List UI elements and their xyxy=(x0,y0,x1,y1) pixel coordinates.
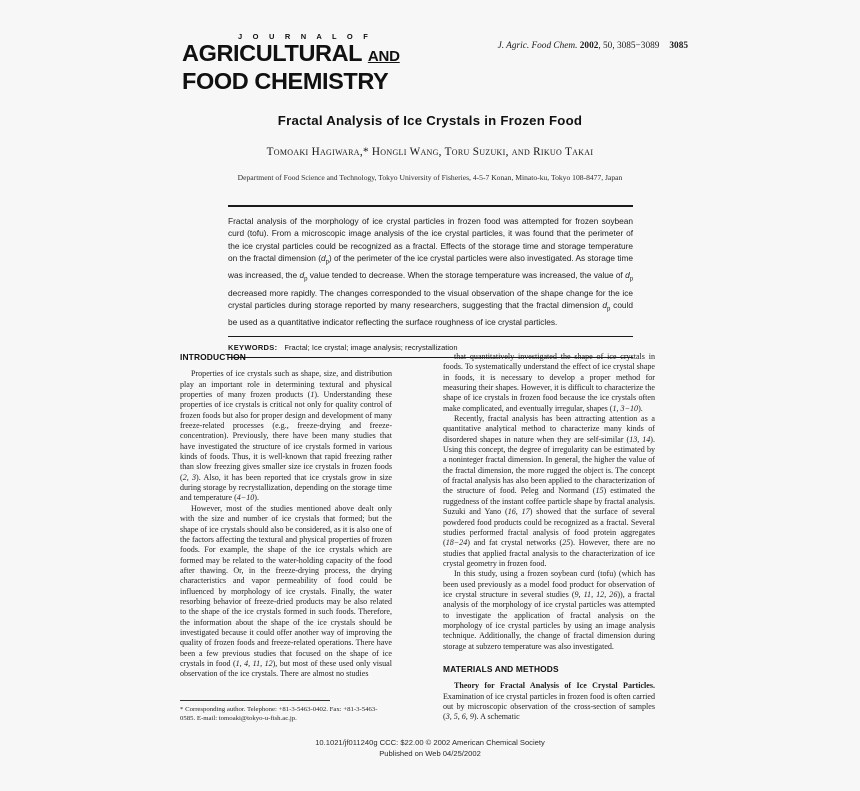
published-on-web-line: Published on Web 04/25/2002 xyxy=(379,748,481,758)
abstract-seg-4: decreased more rapidly. The changes corresponded to the visual observation of the shape change for the ice crystal particles during storage reported by many researchers, suggesting that the fractal dimension xyxy=(228,287,633,311)
methods-paragraph-1 xyxy=(443,681,655,722)
right-p1-seg-a: that quantitatively investigated the shape of ice crystals in foods. To systematically understand the effect of ice crystal shape in foods, it is necessary to develop a proper method for measuring their shapes. However, it is difficult to characterize the shape of ice crystals in frozen food because the ice crystals often make complicated, and eventually irregular, shapes ( xyxy=(443,352,655,413)
intro-paragraph-2 xyxy=(180,504,392,680)
right-p2-seg-d: ) showed that the surface of several powdered food products could be recognized as a fractal. Several studies performed fractal analysis of food protein aggregates ( xyxy=(443,507,655,548)
journal-masthead xyxy=(182,32,412,93)
publication-colophon xyxy=(150,738,710,759)
intro-p1-seg-b: ). Understanding these properties of ice crystals is critical not only for quality control of frozen foods but also for proper design and development of many freeze-related processes (e.g., freeze-drying and freeze-concentration). Previously, there have been many studies that have investigated the structure of ice crystals formed in various kinds of foods. Thus, it is well-known that rapid freezing rather than slow freezing gives smaller size ice crystals in frozen foods ( xyxy=(180,390,392,482)
author-list: Tomoaki Hagiwara,* Hongli Wang, Toru Suzuki, and Rikuo Takai xyxy=(266,146,594,158)
abstract-symbol-dp-3: d xyxy=(625,270,630,281)
right-p2-ref-5: 25 xyxy=(562,538,571,548)
abstract-block xyxy=(228,205,633,358)
citation-pages: , 3085−3089 xyxy=(612,41,660,51)
abstract-seg-3: value tended to decrease. When the storage temperature was increased, the value of xyxy=(307,270,626,281)
intro-paragraph-1 xyxy=(180,369,392,503)
right-p2-ref-1: 13, 14 xyxy=(629,434,651,444)
folio-page-number: 3085 xyxy=(669,41,688,51)
abstract-symbol-dp-4: d xyxy=(602,300,607,311)
keywords-label: KEYWORDS: xyxy=(228,342,278,352)
methods-ref-1: 3, 5, 6, 9 xyxy=(445,712,474,722)
right-p3-seg-b: )), a fractal analysis of the morphology of ice crystal particles was attempted to investigate the application of fractal analysis on the morphology of ice crystal particles by using an image analysis technique. Additionally, the change of fractal dimension during storage at subzero temperature was also investigated. xyxy=(443,589,655,651)
abstract-symbol-dp-4-sub: p xyxy=(606,306,611,313)
abstract-symbol-dp-1: d xyxy=(320,253,326,264)
abstract-seg-2: ) of the perimeter of the ice crystal particles were also investigated. As storage time was increased, the xyxy=(228,253,633,281)
abstract-symbol-dp-3-sub: p xyxy=(629,277,633,284)
right-p1-ref-1: 1, 3−10 xyxy=(612,403,639,413)
journal-abbrev: J. Agric. Food Chem. xyxy=(497,41,578,51)
abstract-symbol-dp-1-sub: p xyxy=(325,260,329,267)
methods-seg-b: ). A schematic xyxy=(473,712,520,722)
right-p2-ref-2: 15 xyxy=(595,486,604,496)
author-affiliation: Department of Food Science and Technology, Tokyo University of Fisheries, 4-5-7 Konan, Minato-ku, Tokyo 108-8477, Japan xyxy=(237,173,623,182)
section-heading-introduction: INTRODUCTION xyxy=(180,352,247,362)
body-column-left xyxy=(180,352,392,680)
methods-seg-a: Examination of ice crystal particles in frozen food is often carried out by microscopic observation of the cross-section of samples ( xyxy=(443,691,655,722)
right-p1-seg-b: ). xyxy=(638,403,643,413)
right-p2-seg-c: ) estimated the ruggedness of the instant coffee particle shape by fractal analysis. Suzuki and Yano ( xyxy=(443,486,655,517)
right-p2-ref-3: 16, 17 xyxy=(507,507,530,517)
doi-and-copyright-line: 10.1021/jf011240g CCC: $22.00 © 2002 American Chemical Society xyxy=(315,738,545,747)
intro-p1-seg-a: Properties of ice crystals such as shape, size, and distribution play an important role in determining textural and physical properties of many frozen products ( xyxy=(180,369,392,400)
abstract-seg-5: could be used as a quantitative indicator reflecting the surface roughness of ice crystal particles. xyxy=(228,300,633,328)
intro-p2-ref-1: 1, 4, 11, 12 xyxy=(235,658,273,668)
intro-p1-ref-2: 2, 3 xyxy=(182,472,197,482)
citation-volume: , 50 xyxy=(598,41,613,51)
journal-logo-line-2: FOOD CHEMISTRY xyxy=(182,68,389,94)
right-paragraph-3 xyxy=(443,569,655,652)
abstract-symbol-dp-2-sub: p xyxy=(304,277,308,284)
corresponding-author-footnote: * Corresponding author. Telephone: +81-3-5463-0402. Fax: +81-3-5463-0585. E-mail: tomoaki@tokyo-u-fish.ac.jp. xyxy=(180,706,378,722)
article-sheet xyxy=(150,0,710,791)
right-p2-ref-4: 18−24 xyxy=(445,538,468,548)
article-title: Fractal Analysis of Ice Crystals in Frozen Food xyxy=(277,113,583,128)
body-column-right xyxy=(443,352,655,723)
intro-p2-seg-a: However, most of the studies mentioned above dealt only with the size and number of ice crystals that formed; but the shape of ice crystals should also be considered, as it is also one of the factors affecting the textural and physical properties of frozen foods. For example, the shape of the ice crystals which are formed may be related to the water-holding capacity of the food after thawing. Or, in the freeze-drying process, the drying characteristics and vapor permeability of food could be influenced by morphology of ice crystals. Finally, the water resorbing behavior of freeze-dried products may be also related to the shape of the ice crystals formed in such foods. Therefore, the information about the shape of the ice crystals should be investigated because it could offer another way of improving the quality of frozen foods and freeze-related operations. There have been a few previous studies that focused on the shape of ice crystals in food ( xyxy=(180,503,392,668)
abstract-seg-1: Fractal analysis of the morphology of ice crystal particles in frozen food was attempted for frozen soybean curd (tofu). From a microscopic image analysis of the ice crystal particles, it was found that the perimeter of the ice crystal particles could be recognized as a fractal. Effects of the storage time and storage temperature on the fractal dimension ( xyxy=(228,216,633,264)
right-paragraph-2 xyxy=(443,414,655,569)
abstract-text xyxy=(228,207,633,336)
right-p3-seg-a: In this study, using a frozen soybean curd (tofu) (which has been used previously as a model food product for observation of ice crystal structure in several studies ( xyxy=(443,569,655,599)
abstract-symbol-dp-2: d xyxy=(299,270,305,281)
citation-year: 2002 xyxy=(579,41,599,51)
right-p2-seg-a: Recently, fractal analysis has been attracting attention as a quantitative analytical method to characterize many kinds of disordered shapes in nature when they are self-similar ( xyxy=(443,414,655,444)
intro-p1-ref-1: 1 xyxy=(310,390,315,400)
keywords-values: Fractal; Ice crystal; image analysis; recrystallization xyxy=(284,342,458,352)
right-p2-seg-b: ). Using this concept, the degree of irregularity can be estimated by a noninteger fractal dimension. In general, the higher the value of the fractal dimension, the more rugged the object is. The concept of fractal analysis has also been applied to the characterization of the structure of food. Peleg and Normand ( xyxy=(443,434,655,496)
running-head-citation xyxy=(498,41,688,51)
footnote-rule xyxy=(180,700,330,701)
journal-logo-and: AND xyxy=(367,48,400,65)
journal-of-label: J O U R N A L O F xyxy=(237,32,373,41)
intro-p1-seg-c: ). Also, it has been reported that ice crystals grow in size during storage by recrystallization, depending on the storage time and temperature ( xyxy=(180,472,393,503)
intro-p1-ref-3: 4−10 xyxy=(236,493,255,503)
right-p2-seg-e: ) and fat crystal networks ( xyxy=(467,538,563,548)
methods-runin-heading: Theory for Fractal Analysis of Ice Crystal Particles. xyxy=(454,681,655,691)
right-paragraph-1 xyxy=(443,352,655,414)
section-heading-materials-and-methods: MATERIALS AND METHODS xyxy=(443,663,559,674)
right-p3-ref-1: 9, 11, 12, 26 xyxy=(574,589,618,599)
intro-p1-seg-d: ). xyxy=(254,493,259,503)
right-p2-seg-f: ). However, there are no studies that applied fractal analysis to the characterization of ice crystal geometry in frozen food. xyxy=(443,538,655,568)
journal-logo-line-1 xyxy=(182,41,412,69)
journal-logo-agricultural: AGRICULTURAL xyxy=(182,40,368,66)
intro-p2-seg-b: ), but most of these used only visual observation of the ice crystals. There are almost no studies xyxy=(180,658,392,679)
